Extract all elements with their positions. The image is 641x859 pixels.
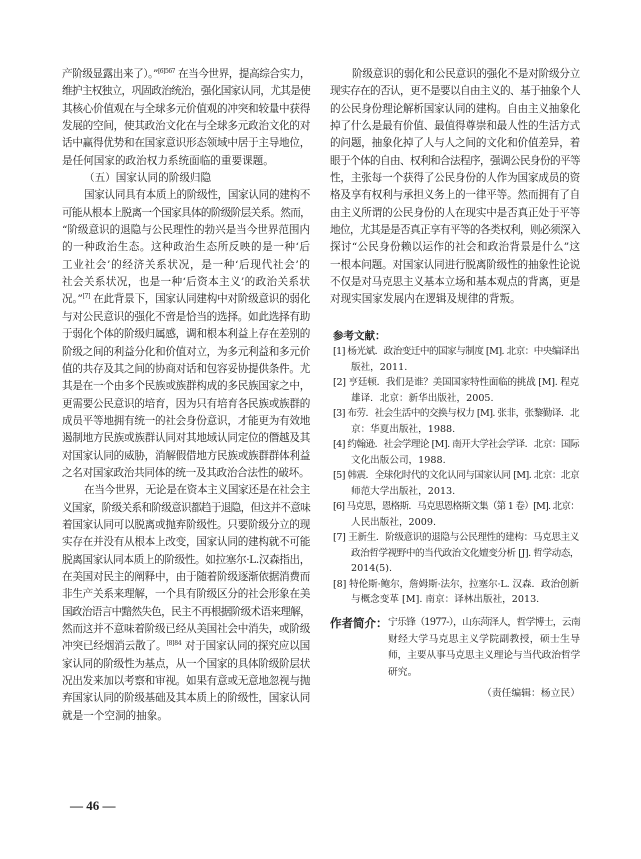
text-line: 一根本问题。对国家认同进行脱离阶级性的抽象性论说 [330, 258, 580, 271]
reference-item [333, 406, 579, 437]
text-line: 发展的空间，使其政治文化在与全球多元政治文化的对 [62, 120, 310, 133]
text-line: 现实存在的否认，更不是要以自由主义的、基于抽象个人 [330, 85, 580, 98]
text-line: [5] 韩震．全球化时代的文化认同与国家认同 [M]. 北京：北京 [333, 470, 579, 481]
text-line: 政治哲学视野中的当代政治文化嬗变分析 [J]. 哲学动态， [351, 547, 579, 559]
text-line: 之名对国家政治共同体的统一及其政治合法性的破坏。 [62, 466, 310, 479]
page-number: — 46 — [70, 798, 116, 813]
text-line: 与概念变革 [M]. 南京：译林出版社，2013. [351, 594, 540, 605]
text-line: 研究。 [388, 666, 418, 678]
text-segment: 在当今世界，提高综合实力， [175, 68, 310, 80]
text-line: 其核心价值观在与全球多元价值观的冲突和较量中获得 [62, 102, 310, 115]
reference-item [333, 577, 579, 608]
text-line: 掉了什么是最有价值、最值得尊崇和最人性的生活方式 [330, 120, 580, 133]
text-segment: 况。” [62, 293, 83, 306]
text-line: 的一种政治生态。这种政治生态所反映的是一种‘后 [62, 241, 310, 254]
text-line: [1] 杨光斌．政治变迁中的国家与制度 [M]. 北京：中央编译出 [333, 346, 579, 357]
reference-item [333, 530, 579, 577]
author-bio-text [388, 615, 580, 681]
text-line: [6] 马克思，恩格斯．马克思恩格斯文集（第 1 卷）[M]. 北京： [333, 501, 579, 512]
text-line: 人民出版社，2009. [351, 516, 437, 528]
text-line: 与对公民意识的强化不啻是恰当的选择。如此选择有助 [62, 310, 310, 323]
text-line-with-citation [62, 638, 310, 655]
text-line: 由主义所谓的公民身份的人在现实中是否真正处于平等 [330, 206, 580, 219]
text-line: 探讨“公民身份赖以运作的社会和政治背景是什么”这 [330, 241, 580, 254]
text-line: 话中赢得优势和在国家意识形态领域中居于主导地位， [62, 137, 310, 150]
text-line: “阶级意识的退隐与公民理性的勃兴是当今世界范围内 [62, 224, 310, 237]
text-line: 阶级之间的利益分化和价值对立，为多元利益和多元价 [62, 345, 310, 358]
text-line: 于弱化个体的阶级归属感，调和根本利益上存在差别的 [62, 328, 310, 341]
left-column [62, 66, 310, 725]
paragraph [62, 66, 310, 170]
text-line: 师范大学出版社，2013. [351, 485, 456, 497]
citation-superscript: [7] [82, 293, 91, 301]
reference-item [333, 344, 579, 375]
reference-item [333, 375, 579, 406]
reference-item [333, 499, 579, 530]
text-line: 值的共存及其之间的协商对话和包容妥协提供条件。尤 [62, 362, 310, 375]
text-line: 是任何国家的政治权力系统面临的重要课题。 [62, 154, 274, 167]
text-line: 不仅是对马克思主义基本立场和基本观点的背离，更是 [330, 276, 580, 289]
text-line: 家认同的阶级性为基点，从一个国家的具体阶级阶层状 [62, 657, 310, 670]
text-line: [3] 布劳．社会生活中的交换与权力 [M]. 张非，张黎勤译．北 [333, 408, 579, 419]
references-section [333, 328, 579, 608]
text-line: 宁乐锋（1977-），山东菏泽人，哲学博士，云南 [388, 617, 580, 628]
citation-superscript: [6]567 [157, 68, 176, 75]
text-line: 版社，2011. [351, 361, 408, 373]
author-bio-label: 作者简介： [330, 616, 388, 630]
text-segment: 冲突已经烟消云散了。 [62, 640, 167, 653]
text-line: 2014(5). [351, 563, 393, 574]
right-column [330, 66, 580, 309]
text-line: 更需要公民意识的培育，因为只有培育各民族或族群的 [62, 397, 310, 410]
text-line: 弃国家认同的阶级基础及其本质上的阶级性，国家认同 [62, 692, 310, 705]
text-line: 的公民身份理论解析国家认同的建构。自由主义抽象化 [330, 102, 580, 115]
text-line: 对现实国家发展内在逻辑及规律的背叛。 [330, 293, 521, 306]
text-line: [4] 约翰逊．社会学理论 [M]. 南开大学社会学译．北京：国际 [333, 439, 579, 450]
author-bio [330, 615, 580, 681]
text-line: 着国家认同可以脱离或抛弃阶级性。只要阶级分立的现 [62, 518, 310, 531]
text-segment: 在此背景下，国家认同建构中对阶级意识的弱化 [90, 293, 311, 306]
text-line: [2] 亨廷顿．我们是谁？美国国家特性面临的挑战 [M]. 程克 [333, 377, 579, 388]
text-line: 眼于个体的自由、权利和合法程序，强调公民身份的平等 [330, 154, 580, 167]
text-line-with-citation [62, 291, 310, 308]
text-line: 师，主要从事马克思主义理论与当代政治哲学 [388, 650, 580, 661]
text-line: 就是一个空洞的抽象。 [62, 709, 168, 722]
text-line: 实存在并没有从根本上改变，国家认同的建构就不可能 [62, 536, 310, 549]
text-line-with-citation [62, 66, 310, 83]
text-line: 格及享有权利与承担义务上的一律平等。然而拥有了自 [330, 189, 580, 202]
text-line: 的问题，抽象化掉了人与人之间的文化和价值差异，着 [330, 137, 580, 150]
paragraph [330, 66, 580, 309]
text-line: 成员平等地拥有统一的社会身份意识，才能更为有效地 [62, 414, 310, 427]
text-line: 对国家认同的威胁，消解假借地方民族或族群群体利益 [62, 449, 310, 462]
section-heading [62, 170, 310, 187]
text-line: 其是在一个由多个民族或族群构成的多民族国家之中， [62, 380, 310, 393]
text-line: 维护主权独立，巩固政治统治，强化国家认同，尤其是使 [62, 85, 310, 98]
text-line: 义国家，阶级关系和阶级意识都趋于退隐，但这并不意味 [62, 501, 310, 514]
text-line: 遏制地方民族或族群认同对其地域认同定位的僭越及其 [62, 432, 310, 445]
text-line: 况出发来加以考察和审视。如果有意或无意地忽视与抛 [62, 675, 310, 688]
text-line: 非生产关系来理解，一个具有阶级区分的社会形象在美 [62, 588, 310, 601]
paragraph [62, 482, 310, 725]
text-line: 社会关系状况，也是一种‘后资本主义’的政治关系状 [62, 276, 310, 289]
text-line: 地位，尤其是是否真正享有平等的各类权利，则必须深入 [330, 224, 580, 237]
text-line: 国家认同具有本质上的阶级性，国家认同的建构不 [84, 189, 310, 202]
references-list [333, 344, 579, 608]
text-line: 在当今世界，无论是在资本主义国家还是在社会主 [84, 484, 310, 497]
text-line: 在美国对民主的阐释中，由于随着阶级逐渐依据消费而 [62, 570, 310, 583]
text-line: 可能从根本上脱离一个国家具体的阶级阶层关系。然而， [62, 206, 310, 219]
text-line: 然而这并不意味着阶级已经从美国社会中消失，或阶级 [62, 623, 310, 635]
reference-item [333, 468, 579, 499]
text-line: 国政治语言中黯然失色，民主不再根据阶级术语来理解， [62, 605, 310, 618]
responsible-editor: （责任编辑：杨立民） [482, 688, 580, 699]
paragraph [62, 187, 310, 482]
text-line: [8] 特伦斯·鲍尔，詹姆斯·法尔，拉塞尔·L. 汉森．政治创新 [333, 578, 579, 590]
text-line: 雄译．北京：新华出版社，2005. [351, 392, 494, 404]
references-heading: 参考文献： [333, 330, 386, 342]
text-line: 阶级意识的弱化和公民意识的强化不是对阶级分立 [352, 68, 580, 80]
text-line: 财经大学马克思主义学院副教授，硕士生导 [388, 633, 580, 645]
text-line: 工业社会’的经济关系状况，是一种‘后现代社会’的 [62, 258, 310, 271]
reference-item [333, 437, 579, 468]
text-line: [7] 王新生．阶级意识的退隐与公民理性的建构：马克思主义 [333, 532, 579, 543]
text-line: 性，主张每一个获得了公民身份的人作为国家成员的资 [330, 172, 580, 185]
text-line: 京：华夏出版社，1988. [351, 423, 456, 435]
text-line: （五）国家认同的阶级归隐 [84, 172, 212, 185]
text-segment: 产阶级显露出来了）。” [62, 68, 158, 80]
text-segment: 对于国家认同的探究应以国 [181, 640, 310, 653]
citation-superscript: [8]84 [166, 640, 182, 648]
text-line: 文化出版公司，1988. [351, 454, 446, 466]
text-line: 脱离国家认同本质上的阶级性。如拉塞尔·L.汉森指出， [62, 553, 310, 566]
